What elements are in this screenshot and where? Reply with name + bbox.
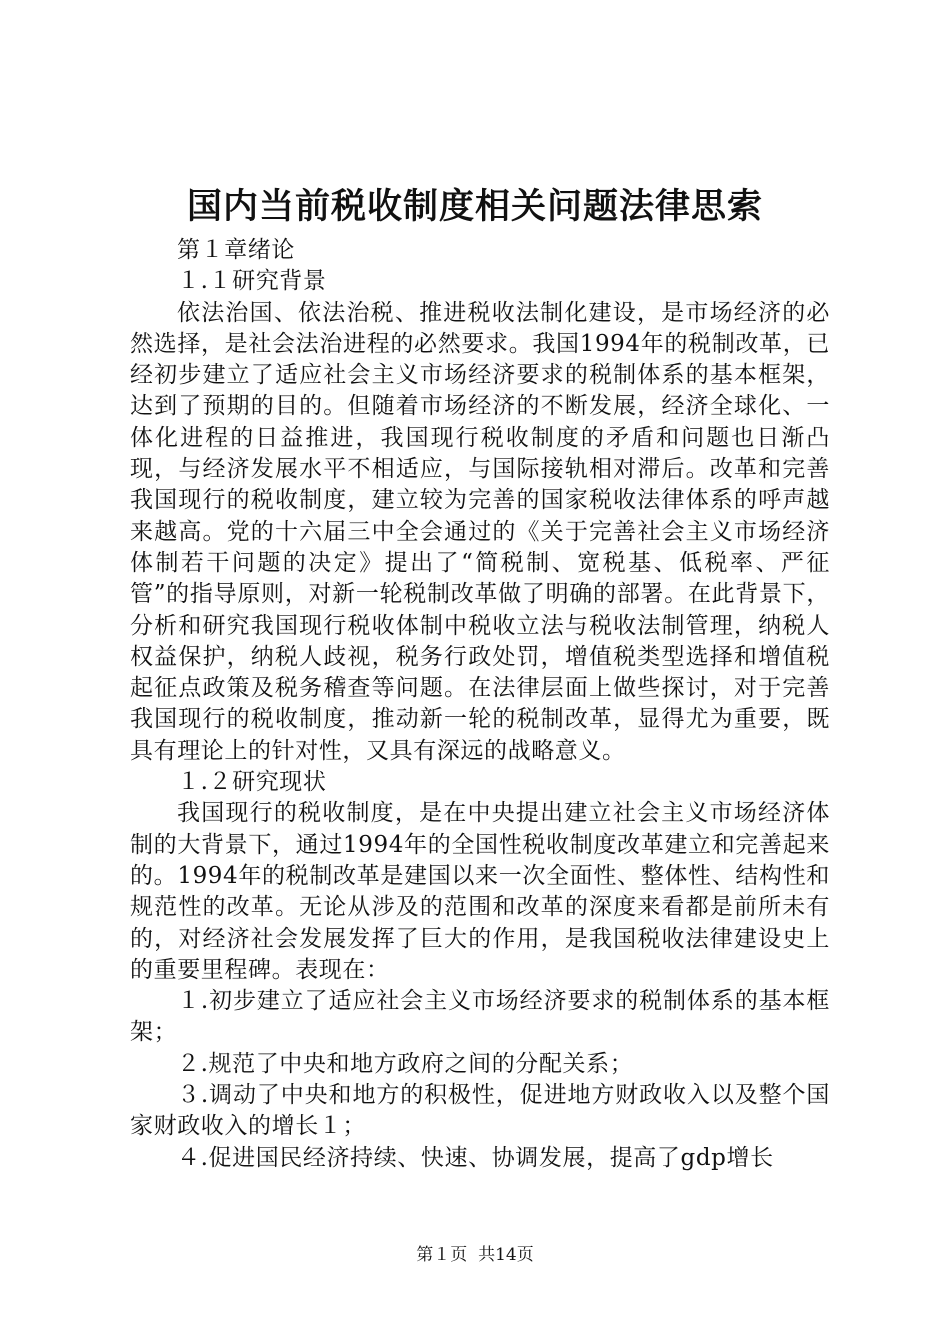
list-item: ３.调动了中央和地方的积极性，促进地方财政收入以及整个国家财政收入的增长１；: [130, 1082, 830, 1140]
section-heading-research-status: １.２研究现状: [177, 769, 327, 796]
document-body: [130, 235, 830, 1174]
section-heading-research-background: １.１研究背景: [177, 268, 327, 295]
page-total: 共14页: [478, 1245, 534, 1265]
list-item: １.初步建立了适应社会主义市场经济要求的税制体系的基本框架；: [130, 988, 830, 1046]
document-title: 国内当前税收制度相关问题法律思索: [186, 186, 763, 227]
list-item: ４.促进国民经济持续、快速、协调发展，提高了gdp增长: [177, 1144, 774, 1171]
paragraph-research-status: 我国现行的税收制度，是在中央提出建立社会主义市场经济体制的大背景下，通过1994年的全国性税收制度改革建立和完善起来的。1994年的税制改革是建国以来一次全面性、整体性、结构性和规范性的改革。无论从涉及的范围和改革的深度来看都是前所未有的，对经济社会发展发挥了巨大的作用，是我国税收法律建设史上的重要里程碑。表现在：: [130, 800, 830, 983]
page-number: 第１页: [416, 1245, 468, 1265]
paragraph-research-background: 依法治国、依法治税、推进税收法制化建设，是市场经济的必然选择，是社会法治进程的必然要求。我国1994年的税制改革，已经初步建立了适应社会主义市场经济要求的税制体系的基本框架，达到了预期的目的。但随着市场经济的不断发展，经济全球化、一体化进程的日益推进，我国现行税收制度的矛盾和问题也日渐凸现，与经济发展水平不相适应，与国际接轨相对滞后。改革和完善我国现行的税收制度，建立较为完善的国家税收法律体系的呼声越来越高。党的十六届三中全会通过的《关于完善社会主义市场经济体制若干问题的决定》提出了“简税制、宽税基、低税率、严征管”的指导原则，对新一轮税制改革做了明确的部署。在此背景下，分析和研究我国现行税收体制中税收立法与税收法制管理，纳税人权益保护，纳税人歧视，税务行政处罚，增值税类型选择和增值税起征点政策及税务稽查等问题。在法律层面上做些探讨，对于完善我国现行的税收制度，推动新一轮的税制改革，显得尤为重要，既具有理论上的针对性，又具有深远的战略意义。: [130, 299, 830, 764]
page-footer: [0, 1243, 950, 1267]
chapter-heading: 第１章绪论: [177, 237, 295, 263]
list-item: ２.规范了中央和地方政府之间的分配关系；: [177, 1050, 634, 1077]
